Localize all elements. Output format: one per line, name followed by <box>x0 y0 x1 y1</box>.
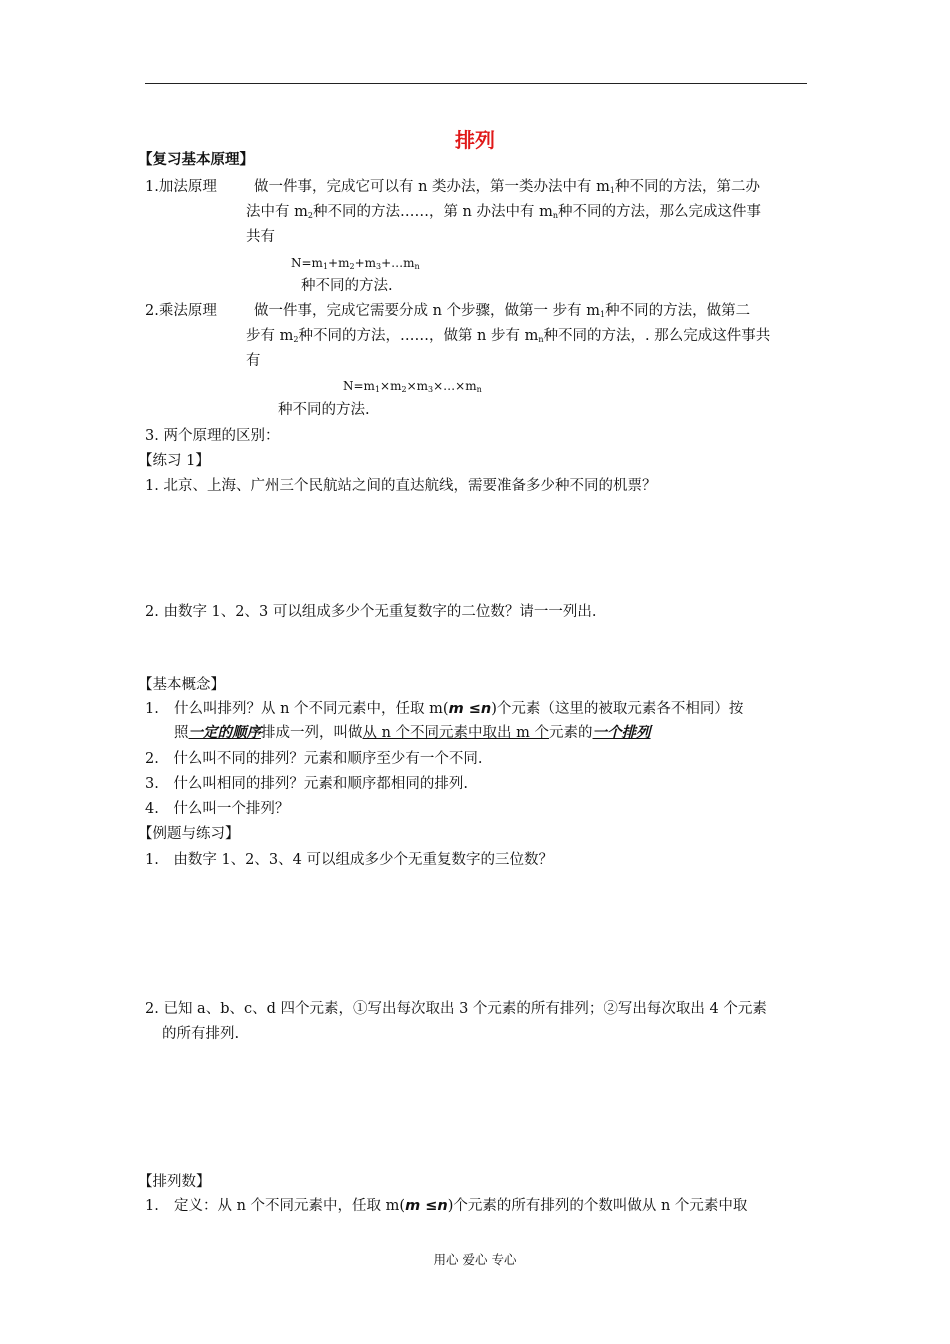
mul-principle-line3: 有 <box>246 353 261 369</box>
mul-formula: $N=m_1\times m_2\times m_3\times\dots\times m_n$ <box>343 379 482 394</box>
perm-def-line1: 定义：从 n 个不同元素中，任取 m(m ≤n)个元素的所有排列的个数叫做从 n 个元素中取 <box>174 1198 748 1214</box>
page-footer: 用心 爱心 专心 <box>433 1252 517 1267</box>
add-formula-tail: 种不同的方法. <box>301 278 393 294</box>
concept-4: 4. 什么叫一个排列？ <box>145 801 290 817</box>
header-rule <box>145 83 807 84</box>
example-2-line2: 的所有排列. <box>162 1026 240 1042</box>
add-principle-line3: 共有 <box>246 229 275 245</box>
principle-difference: 3. 两个原理的区别： <box>145 428 280 444</box>
mul-principle-line2: 步有 $m_2$种不同的方法，……，做第 n 步有 $m_n$种不同的方法，. 那么完成这件事共 <box>246 328 771 344</box>
page-title: 排列 <box>455 128 495 152</box>
perm-count-heading: 【排列数】 <box>138 1174 211 1190</box>
concept-1-number: 1. <box>145 701 159 717</box>
example-2-line1: 2. 已知 a、b、c、d 四个元素，①写出每次取出 3 个元素的所有排列；②写出每次取出 4 个元素 <box>145 1001 767 1017</box>
practice1-q2: 2. 由数字 1、2、3 可以组成多少个无重复数字的二位数？请一一列出. <box>145 604 597 620</box>
perm-def-number: 1. <box>145 1198 159 1214</box>
example-1: 1. 由数字 1、2、3、4 可以组成多少个无重复数字的三位数？ <box>145 852 553 868</box>
concept-1-line1: 什么叫排列？从 n 个不同元素中，任取 m(m ≤n)个元素（这里的被取元素各不相同）按 <box>174 701 744 717</box>
concept-1-line2: 照一定的顺序排成一列，叫做从 n 个不同元素中取出 m 个元素的一个排列 <box>174 724 651 741</box>
mul-principle-label: 2.乘法原理 <box>145 303 217 319</box>
mul-principle-line1: 做一件事，完成它需要分成 n 个步骤，做第一 步有 $m_1$种不同的方法，做第二 <box>254 303 751 319</box>
review-heading: 【复习基本原理】 <box>138 151 254 168</box>
practice1-q1: 1. 北京、上海、广州三个民航站之间的直达航线，需要准备多少种不同的机票？ <box>145 478 657 494</box>
practice1-heading: 【练习 1】 <box>138 453 210 469</box>
add-principle-label: 1.加法原理 <box>145 179 217 195</box>
concept-2: 2. 什么叫不同的排列？元素和顺序至少有一个不同. <box>145 751 483 767</box>
add-principle-line2: 法中有 $m_2$种不同的方法……，第 n 办法中有 $m_n$种不同的方法，那么完成这件事 <box>246 204 762 220</box>
add-formula: $N=m_1+m_2+m_3+\dots m_n$ <box>291 256 420 271</box>
concept-3: 3. 什么叫相同的排列？元素和顺序都相同的排列. <box>145 776 468 792</box>
mul-formula-tail: 种不同的方法. <box>278 402 370 418</box>
examples-heading: 【例题与练习】 <box>138 826 240 842</box>
add-principle-line1: 做一件事，完成它可以有 n 类办法，第一类办法中有 $m_1$种不同的方法，第二办 <box>254 179 761 195</box>
concepts-heading: 【基本概念】 <box>138 677 225 693</box>
